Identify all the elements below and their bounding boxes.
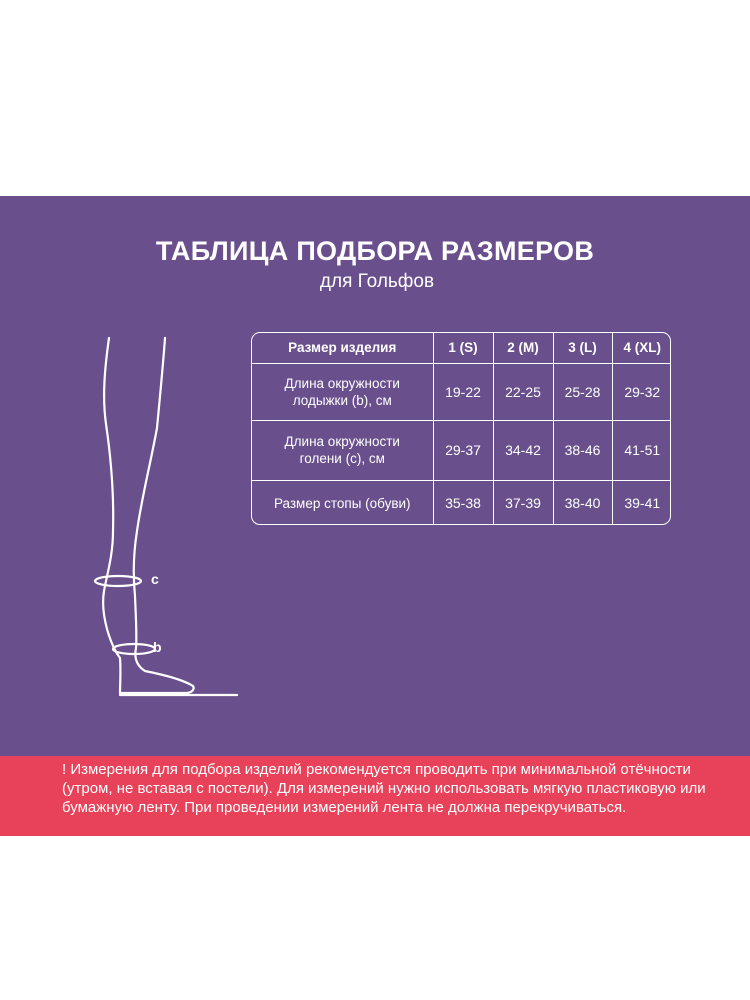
header-size-l: 3 (L): [553, 333, 612, 363]
table-row: [252, 420, 671, 480]
header-size-label: Размер изделия: [252, 333, 433, 363]
notice-text: ! Измерения для подбора изделий рекомендуется проводить при минимальной отёчности (утром, не вставая с постели). Для измерений нужно использовать мягкую пластиковую или бумажную ленту. При проведении измерений лента не должна перекручиваться.: [62, 761, 706, 816]
table-cell: 25-28: [553, 363, 612, 420]
header-size-s: 1 (S): [433, 333, 493, 363]
table-cell: 39-41: [612, 480, 671, 525]
row-label: Размер стопы (обуви): [252, 480, 433, 525]
row-label: Длина окружности лодыжки (b), см: [252, 363, 433, 420]
table-cell: 41-51: [612, 420, 671, 480]
table-cell: 22-25: [493, 363, 553, 420]
ankle-label: b: [153, 639, 162, 655]
header-size-xl: 4 (XL): [612, 333, 671, 363]
table-row: [252, 480, 671, 525]
table-cell: 34-42: [493, 420, 553, 480]
table-cell: 35-38: [433, 480, 493, 525]
table-cell: 38-40: [553, 480, 612, 525]
leg-back-contour: [103, 338, 120, 693]
page-subtitle: для Гольфов: [319, 271, 435, 292]
ankle-measure-ring: [113, 644, 155, 654]
table-row: [252, 363, 671, 420]
leg-front-contour: [134, 338, 193, 686]
page-title: ТАБЛИЦА ПОДБОРА РАЗМЕРОВ: [155, 236, 595, 266]
header-size-m: 2 (M): [493, 333, 553, 363]
table-cell: 29-37: [433, 420, 493, 480]
foot-contour: [120, 686, 194, 693]
calf-label: c: [151, 571, 159, 587]
table-cell: 29-32: [612, 363, 671, 420]
table-header-row: [252, 333, 671, 363]
row-label: Длина окружности голени (с), см: [252, 420, 433, 480]
table-cell: 38-46: [553, 420, 612, 480]
size-table: [251, 332, 671, 525]
table-cell: 37-39: [493, 480, 553, 525]
table-cell: 19-22: [433, 363, 493, 420]
